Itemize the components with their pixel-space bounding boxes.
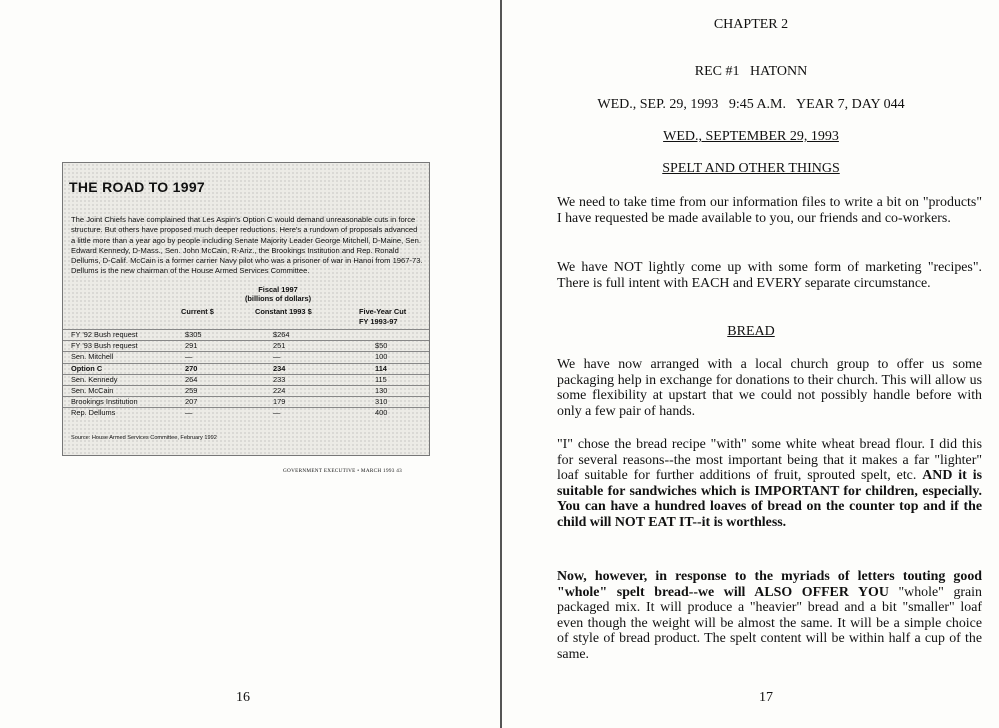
row-constant: 179 (273, 397, 286, 407)
row-label: FY '93 Bush request (71, 341, 138, 351)
row-constant: — (273, 408, 281, 418)
row-constant: 224 (273, 385, 286, 395)
row-constant: $264 (273, 330, 290, 339)
row-current: — (185, 408, 193, 418)
right-page (503, 0, 999, 728)
paragraph-5-text: "whole" grain packaged mix. It will produce a "heavier" bread and a bit "smaller" loaf even though the weight will be almost the same. It will be a simple choice of style of bread product. The spelt content will be within half a cup of the same. (557, 584, 982, 662)
paragraph-2: We have NOT lightly come up with some form of marketing "recipes". There is full intent with EACH and EVERY separate circumstance. (557, 260, 982, 291)
table-row (63, 385, 429, 396)
row-label: Option C (71, 363, 103, 373)
clipping-caption: GOVERNMENT EXECUTIVE • MARCH 1993 43 (283, 468, 403, 474)
page-gutter (500, 0, 502, 728)
date-line: WED., SEP. 29, 1993 9:45 A.M. YEAR 7, DAY 044 (597, 97, 905, 112)
table-row (63, 329, 429, 340)
clipping-body: The Joint Chiefs have complained that Les Aspin's Option C would demand unreasonable cuts in force structure. But others have proposed much deeper reductions. Here's a rundown of proposals advanced a little more than a year ago by people including Senate Majority Leader George Mitchell, D-Maine, Sen. Edward Kennedy, D-Mass., Sen. John McCain, R-Ariz., the Brookings Institution and Rep. Ronald Dellums, D-Calif. McCain is a former carrier Navy pilot who was a prisoner of war in Hanoi from 1967-73. Dellums is the new chairman of the House Armed Services Committee. (71, 215, 423, 276)
row-current: 291 (185, 341, 198, 351)
clipping-source: Source: House Armed Services Committee, February 1992 (71, 435, 217, 441)
section-title: SPELT AND OTHER THINGS (662, 161, 840, 176)
row-five-year: 130 (375, 385, 388, 395)
row-five-year: $50 (375, 341, 388, 351)
clipping-table (63, 329, 429, 419)
row-five-year: 114 (375, 363, 387, 373)
row-five-year: 115 (375, 374, 387, 384)
page-number-right: 17 (759, 690, 773, 705)
table-row (63, 396, 429, 407)
news-clipping (62, 162, 430, 456)
row-label: FY '92 Bush request (71, 330, 138, 339)
fiscal-header (213, 285, 343, 303)
fiscal-header-unit: (billions of dollars) (244, 294, 312, 303)
clipping-title: THE ROAD TO 1997 (69, 179, 206, 195)
paragraph-1: We need to take time from our information files to write a bit on "products" I have requested be made available to you, our friends and co-workers. (557, 195, 982, 226)
row-constant: 234 (273, 363, 286, 373)
table-row (63, 351, 429, 362)
col-five-year-sub: FY 1993-97 (359, 317, 398, 326)
table-row (63, 374, 429, 385)
date-underlined: WED., SEPTEMBER 29, 1993 (663, 129, 839, 144)
row-constant: — (273, 352, 281, 362)
row-five-year: 100 (375, 352, 388, 362)
paragraph-4-text: "I" chose the bread recipe "with" some white wheat bread flour. I did this for several reasons--the most important being that it makes a far "lighter" loaf suitable for further additions of fruit, sprouted spelt, etc. (557, 437, 982, 484)
row-constant: 233 (273, 374, 286, 384)
paragraph-5 (557, 569, 982, 663)
row-current: 259 (185, 385, 198, 395)
row-five-year: 310 (375, 397, 388, 407)
col-five-year: Five-Year Cut (359, 307, 407, 316)
row-five-year: 400 (375, 408, 388, 418)
paragraph-4-emphasis: AND it is suitable for sandwiches which is IMPORTANT for children, especially. You can have a hundred loaves of bread on the counter top and if the child will NOT EAT IT--it is worthless. (557, 468, 982, 530)
page-number-left: 16 (236, 690, 250, 705)
row-current: 270 (185, 363, 198, 373)
table-row (63, 407, 429, 418)
paragraph-3: We have now arranged with a local church group to offer us some packaging help in exchange for donations to their church. This will allow us some flexibility at upstart that we could not possibly handle before with only a few pair of hands. (557, 357, 982, 419)
row-current: 264 (185, 374, 198, 384)
row-current: 207 (185, 397, 198, 407)
bread-heading: BREAD (727, 324, 775, 339)
paragraph-5-emphasis: Now, however, in response to the myriads of letters touting good "whole" spelt bread--we will ALSO OFFER YOU (557, 569, 982, 600)
table-row (63, 363, 429, 374)
row-current: — (185, 352, 193, 362)
rec-line: REC #1 HATONN (694, 64, 808, 79)
col-current: Current $ (181, 307, 214, 316)
row-label: Sen. Kennedy (71, 374, 118, 384)
chapter-heading: CHAPTER 2 (713, 17, 789, 32)
table-row (63, 340, 429, 351)
row-label: Sen. Mitchell (71, 352, 114, 362)
col-constant: Constant 1993 $ (255, 307, 312, 316)
row-label: Brookings Institution (71, 397, 138, 407)
paragraph-4 (557, 437, 982, 531)
row-constant: 251 (273, 341, 286, 351)
row-label: Rep. Dellums (71, 408, 116, 418)
row-current: $305 (185, 330, 202, 339)
fiscal-header-title: Fiscal 1997 (258, 285, 298, 294)
row-label: Sen. McCain (71, 385, 114, 395)
